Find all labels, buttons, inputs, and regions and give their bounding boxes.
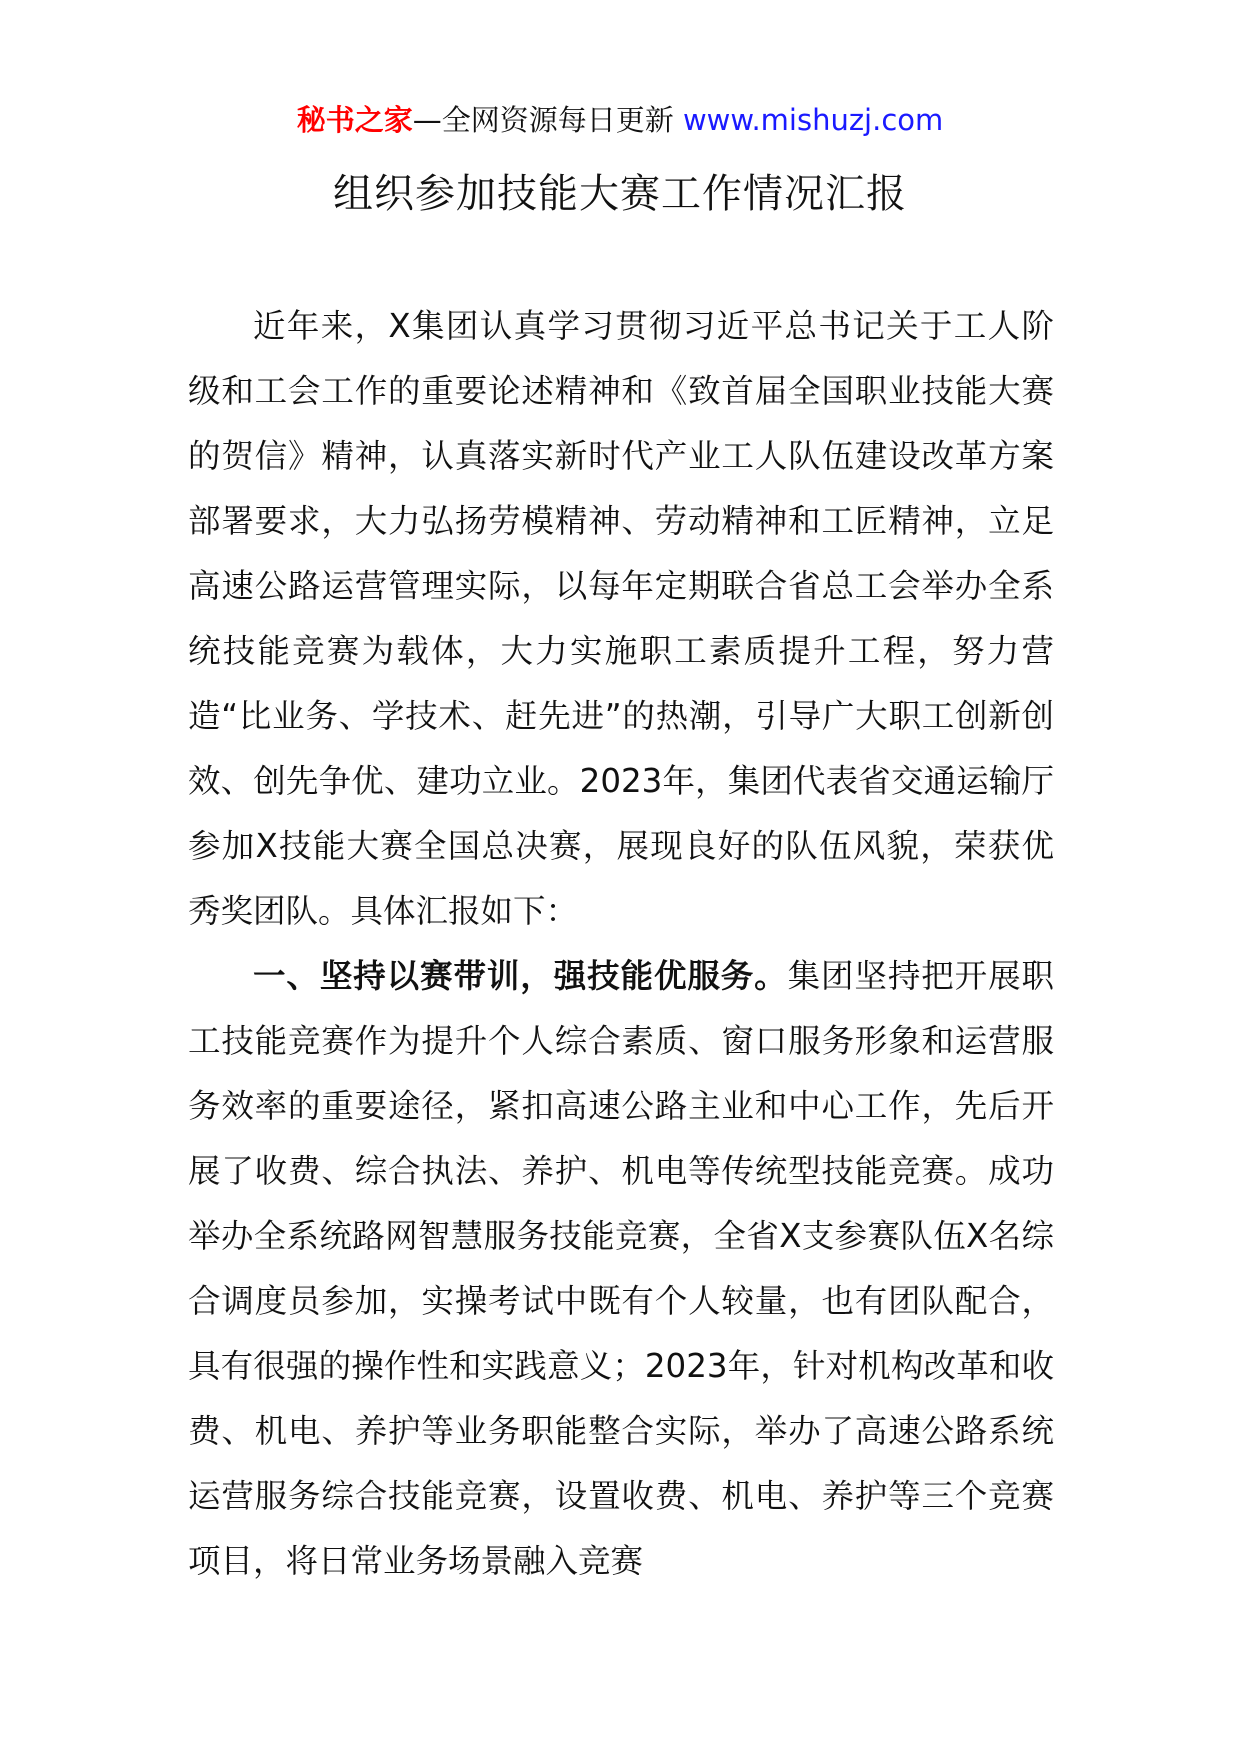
brand-tagline: —全网资源每日更新 bbox=[412, 103, 674, 137]
site-link[interactable]: www.mishuzj.com bbox=[682, 103, 944, 137]
section-heading: 一、坚持以赛带训，强技能优服务。 bbox=[253, 957, 788, 995]
watermark-header bbox=[0, 100, 1240, 140]
paragraph-text: 近年来，X集团认真学习贯彻习近平总书记关于工人阶级和工会工作的重要论述精神和《致首届全国职业技能大赛的贺信》精神，认真落实新时代产业工人队伍建设改革方案部署要求，大力弘扬劳模精神、劳动精神和工匠精神，立足高速公路运营管理实际，以每年定期联合省总工会举办全系统技能竞赛为载体，大力实施职工素质提升工程，努力营造“比业务、学技术、赶先进”的热潮，引导广大职工创新创效、创先争优、建功立业。2023年，集团代表省交通运输厅参加X技能大赛全国总决赛，展现良好的队伍风貌，荣获优秀奖团队。具体汇报如下： bbox=[188, 307, 1054, 930]
paragraph-text: 集团坚持把开展职工技能竞赛作为提升个人综合素质、窗口服务形象和运营服务效率的重要途径，紧扣高速公路主业和中心工作，先后开展了收费、综合执法、养护、机电等传统型技能竞赛。成功举办全系统路网智慧服务技能竞赛，全省X支参赛队伍X名综合调度员参加，实操考试中既有个人较量，也有团队配合，具有很强的操作性和实践意义；2023年，针对机构改革和收费、机电、养护等业务职能整合实际，举办了高速公路系统运营服务综合技能竞赛，设置收费、机电、养护等三个竞赛项目，将日常业务场景融入竞赛 bbox=[188, 957, 1054, 1580]
intro-paragraph bbox=[188, 294, 1054, 944]
document-title: 组织参加技能大赛工作情况汇报 bbox=[333, 171, 907, 217]
document-body bbox=[188, 294, 1054, 1594]
section-one-paragraph bbox=[188, 944, 1054, 1594]
brand-name: 秘书之家 bbox=[296, 103, 413, 137]
